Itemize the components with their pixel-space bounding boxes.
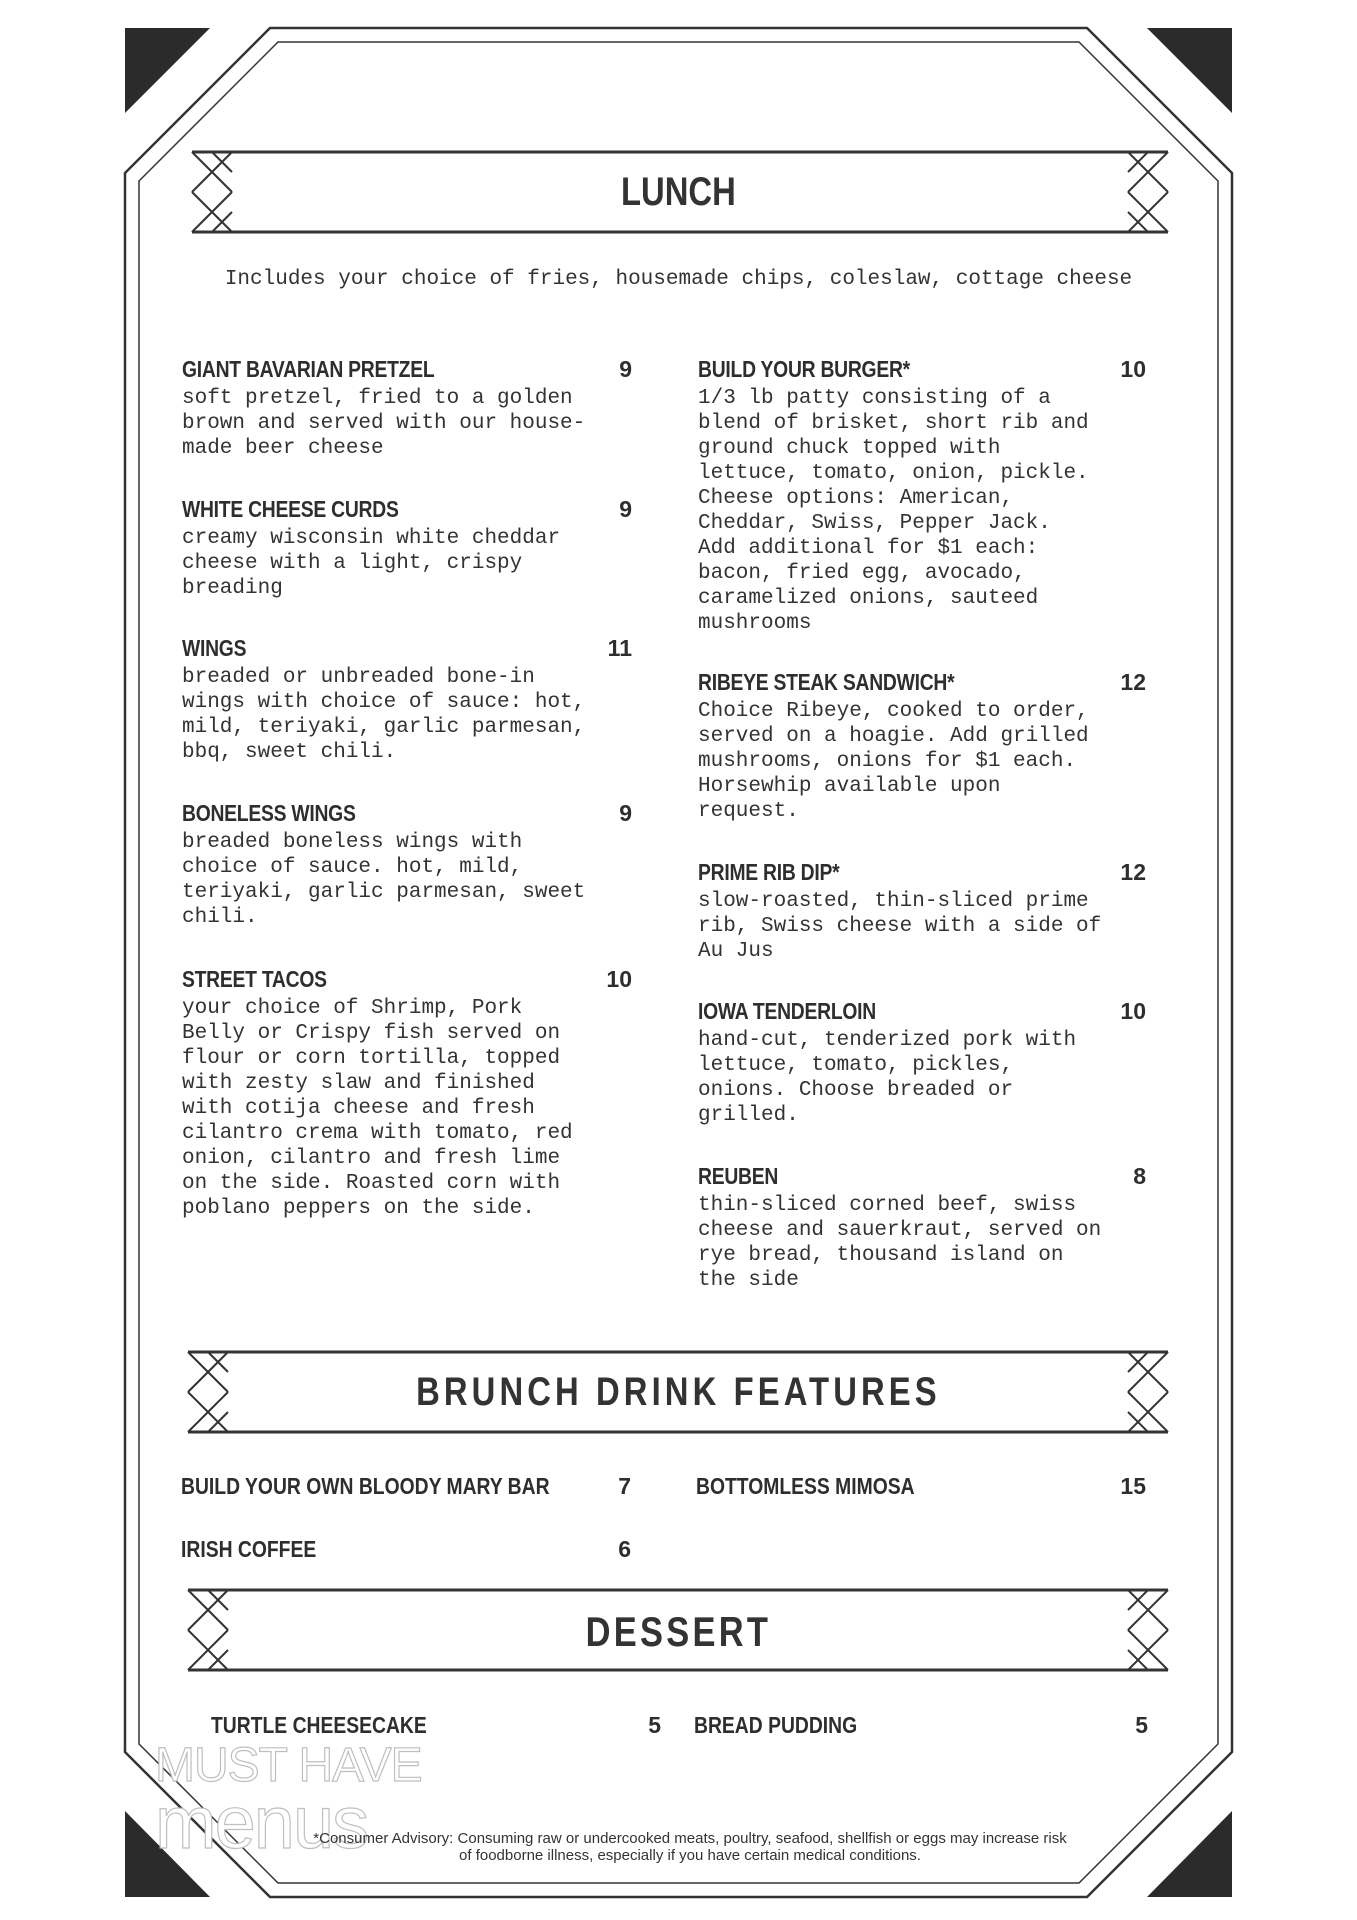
item-price: 10 — [1120, 356, 1146, 382]
item-name: WHITE CHEESE CURDS — [182, 496, 399, 522]
dessert-price: 5 — [648, 1712, 661, 1738]
lunch-intro: Includes your choice of fries, housemade chips, coleslaw, cottage cheese — [224, 268, 1133, 291]
item-name: STREET TACOS — [182, 966, 327, 992]
item-name: PRIME RIB DIP* — [698, 859, 840, 885]
drink-name: BUILD YOUR OWN BLOODY MARY BAR — [181, 1473, 550, 1499]
item-price: 9 — [619, 800, 632, 826]
drinks-title: BRUNCH DRINK FEATURES — [416, 1370, 941, 1414]
drink-price: 15 — [1120, 1473, 1146, 1499]
dessert-price: 5 — [1135, 1712, 1148, 1738]
item-description: thin-sliced corned beef, swiss cheese and sauerkraut, served on rye bread, thousand island on the side — [698, 1194, 1102, 1292]
drink-name: IRISH COFFEE — [181, 1536, 317, 1562]
item-name: RIBEYE STEAK SANDWICH* — [698, 669, 955, 695]
item-description: breaded boneless wings with choice of sauce. hot, mild, teriyaki, garlic parmesan, sweet chili. — [182, 831, 586, 929]
watermark-line-2: menus — [155, 1781, 368, 1864]
item-description: your choice of Shrimp, Pork Belly or Crispy fish served on flour or corn tortilla, topped with zesty slaw and finished with cotija cheese and fresh cilantro crema with tomato, red onion, cilantro and fresh lime on the side. Roasted corn with poblano peppers on the side. — [182, 997, 573, 1220]
drink-name: BOTTOMLESS MIMOSA — [696, 1473, 915, 1499]
dessert-name: TURTLE CHEESECAKE — [211, 1712, 427, 1738]
item-price: 12 — [1120, 859, 1146, 885]
menu-item — [182, 800, 632, 930]
item-name: REUBEN — [698, 1163, 779, 1189]
item-name: WINGS — [182, 635, 247, 661]
menu-item — [698, 998, 1146, 1128]
drink-price: 7 — [618, 1473, 631, 1499]
menu-item — [182, 635, 632, 765]
menu-item — [698, 669, 1146, 824]
dessert-title: DESSERT — [585, 1608, 772, 1655]
item-description: hand-cut, tenderized pork with lettuce, tomato, pickles, onions. Choose breaded or grilled. — [698, 1029, 1077, 1127]
item-price: 9 — [619, 356, 632, 382]
menu-item — [182, 966, 632, 1221]
item-description: slow-roasted, thin-sliced prime rib, Swiss cheese with a side of Au Jus — [698, 890, 1102, 963]
menu-item — [698, 356, 1146, 636]
item-name: GIANT BAVARIAN PRETZEL — [182, 356, 435, 382]
item-name: IOWA TENDERLOIN — [698, 998, 876, 1024]
item-price: 8 — [1133, 1163, 1146, 1189]
consumer-advisory: *Consumer Advisory: Consuming raw or undercooked meats, poultry, seafood, shellfish or eggs may increase risk of foodborne illness, especially if you have certain medical conditions. — [313, 1830, 1067, 1864]
item-price: 9 — [619, 496, 632, 522]
watermark-line-1: MUST HAVE — [155, 1739, 422, 1792]
drink-price: 6 — [618, 1536, 631, 1562]
item-description: breaded or unbreaded bone-in wings with choice of sauce: hot, mild, teriyaki, garlic parmesan, bbq, sweet chili. — [182, 666, 586, 764]
lunch-title: LUNCH — [621, 170, 736, 214]
menu-item — [698, 859, 1146, 964]
item-description: Choice Ribeye, cooked to order, served on a hoagie. Add grilled mushrooms, onions for $1 each. Horsewhip available upon request. — [698, 700, 1089, 823]
item-price: 10 — [1120, 998, 1146, 1024]
menu-item — [698, 1163, 1146, 1293]
item-price: 12 — [1120, 669, 1146, 695]
item-name: BUILD YOUR BURGER* — [698, 356, 910, 382]
item-price: 11 — [607, 635, 632, 661]
item-description: 1/3 lb patty consisting of a blend of brisket, short rib and ground chuck topped with lettuce, tomato, onion, pickle. Cheese options: American, Cheddar, Swiss, Pepper Jack. Add additional for $1 each: bacon, fried egg, avocado, caramelized onions, sauteed mushrooms — [698, 387, 1089, 635]
menu-item — [182, 496, 632, 601]
dessert-name: BREAD PUDDING — [694, 1712, 858, 1738]
item-description: soft pretzel, fried to a golden brown and served with our house- made beer cheese — [182, 387, 586, 460]
menu-item — [182, 356, 632, 461]
item-name: BONELESS WINGS — [182, 800, 356, 826]
item-price: 10 — [606, 966, 632, 992]
item-description: creamy wisconsin white cheddar cheese with a light, crispy breading — [182, 527, 561, 600]
